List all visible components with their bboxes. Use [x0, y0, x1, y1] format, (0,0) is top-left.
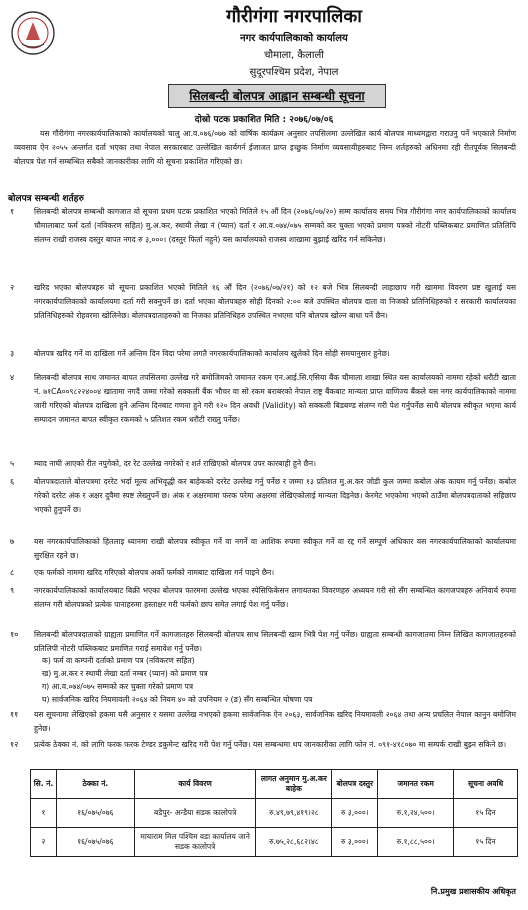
item-number: ५: [10, 459, 15, 468]
item-number: ६: [10, 477, 15, 486]
signature-line: नि.प्रमुख प्रशासकीय अधिकृत: [430, 887, 516, 896]
publish-date: दोस्रो पटक प्रकाशित मिति : २०७६/०७/०६: [194, 115, 334, 125]
table-cell: बडैपुर- अन्डैया सडक कालोपत्रे: [134, 799, 256, 828]
column-header: सूचना अवधि: [454, 770, 518, 799]
table-cell: १५ दिन: [454, 799, 518, 828]
document-requirement: ख) मु.अ.कर र स्थायी लेखा दर्ता नम्बर (प्यान) को प्रमाण पत्र: [42, 669, 208, 678]
document-requirement: घ) सार्वजनिक खरिद नियमावली २०६४ को नियम ४० को उपनियम २ (ङ) सँग सम्बन्धित घोषणा पत्र: [42, 695, 313, 704]
document-requirement: क) फर्म वा कम्पनी दर्ताको प्रमाण पत्र (नविकरण सहित): [42, 656, 195, 665]
item-number: ७: [10, 537, 15, 546]
table-cell: रु.४९,७९,४१९।२८: [256, 799, 332, 828]
item-number: ४: [10, 373, 15, 382]
column-header: ठेक्का नं.: [56, 770, 134, 799]
table-cell: रु.७५,२८,६८२।४८: [256, 828, 332, 857]
table-cell: २: [31, 828, 57, 857]
item-number: ९: [10, 586, 15, 595]
nepal-emblem-icon: [10, 10, 56, 56]
item-number: १: [10, 207, 15, 216]
condition-item: सिलबन्दी बोलपत्र साथ जमानत बापत तपसिलमा उल्लेख गरे बमोजिमको जमानत रकम एन.आई.सि.एसिया बैंक चौमाला शाखा स्थित यस कार्यालयको नाममा रहेको धरौटी खाता नं. ७१CA००९८२२४००४ खातामा नगदै जम्मा गरेको सक्कली बैंक भौचर वा सो रकम बराबरको नेपाल राष्ट्र बैंकबाट मान्यता प्राप्त वाणिज्य बैंकले यस नगर कार्यपालिकाको नाममा जारी गरिएको बोलपत्र दाखिला हुने अन्तिम दिनबाट गणना हुने गरी १२० दिन अवधी (Validity) को सक्कली बिडबण्ड संलग्न गरी पेश गर्नुपर्नेछ साथै बोलपत्र स्वीकृत भएमा कार्य सम्पादन जमानत बापत स्वीकृत रकमको ५ प्रतिशत रकम धरौटी राख्नु पर्नेछ।: [34, 373, 516, 424]
condition-item: एक फर्मको नाममा खरिद गरिएको बोलपत्र अर्को फर्मको नामबाट दाखिला गर्न पाइने छैन।: [34, 568, 275, 577]
condition-item: म्याद नाघी आएको रीत नपुगेको, दर रेट उल्लेख नगरेको र शर्त राखिएको बोलपत्र उपर कारबाही हुने छैन।: [34, 459, 316, 468]
notice-title: सिलबन्दी बोलपत्र आह्वान सम्बन्धी सूचना: [168, 84, 386, 108]
table-cell: रु ३,०००।: [332, 799, 378, 828]
item-number: २: [10, 283, 15, 292]
column-header: कार्य विवरण: [134, 770, 256, 799]
condition-item: नगरकार्यपालिकाको कार्यालयबाट बिक्री भएका बोलपत्र फारममा उल्लेख भएका स्पेसिफिकेसन लगायतका विवरणहरु अध्ययन गरी सो सँग सम्बन्धित कागजपत्रहरु अनिवार्य रुपमा संलग्न गरी बोलपत्रको प्रत्येक पानाहरुमा हस्ताक्षर गरी फर्मको छाप समेत लगाई पेश गर्नु पर्नेछ।: [34, 586, 516, 609]
item-number: १०: [10, 630, 19, 639]
item-number: ८: [10, 568, 15, 577]
table-cell: १६/०७५/०७६: [56, 828, 134, 857]
table-cell: १: [31, 799, 57, 828]
item-number: ३: [10, 349, 15, 358]
condition-item: बोलपत्र खरिद गर्ने वा दाखिला गर्ने अन्तिम दिन विदा परेमा लगतै नगरकार्यपालिकाको कार्यालय खुलेको दिन सोही समयानुसार हुनेछ।: [34, 349, 390, 358]
office-name: नगर कार्यपालिकाको कार्यालय: [240, 33, 348, 44]
table-cell: रु ३,०००।: [332, 828, 378, 857]
condition-item: बोलपत्रदाताले बोलपत्रमा दररेट भर्दा मूल्य अभिवृद्धी कर बाहेकको दररेट उल्लेख गर्नु पर्नेछ र जम्मा १३ प्रतिशत मु.अ.कर जोडी कुल जम्मा कबोल अंक कायम गर्नु पर्नेछ। कबोल गरेको दररेट अंक र अक्षर दुवैमा स्पष्ट लेख्नुपर्ने छ। अंक र अक्षरमामा फरक परेमा अक्षरमा लेखिएकोलाई मान्यता दिइनेछ। केरमेट भएकोमा भएको ठाउँमा बोलपत्रदाताको सहिछाप भएको हुनुपर्ने छ।: [34, 477, 516, 514]
municipality-title: गौरीगंगा नगरपालिका: [226, 6, 362, 27]
table-row: [31, 828, 518, 857]
table-row: [31, 799, 518, 828]
province-name: सुदूरपश्चिम प्रदेश, नेपाल: [249, 67, 339, 78]
intro-paragraph: यस गौरीगंगा नगरकार्यपालिकाको कार्यालयको चालु आ.व.०७६/०७७ को वार्षिक कार्यक्रम अनुसार तपसिलमा उल्लेखित कार्य बोलपत्र माध्यमद्वारा गराउनु पर्ने भएकाले निर्माण व्यवसाय ऐन २०५५ अन्तर्गत दर्ता भएका तथा नेपाल सरकारबाट उल्लेखित कार्यगर्न ईजाजत प्राप्त इच्छुक निर्माण व्यवसायीहरुबाट निम्न शर्तहरुको अधिनमा रही रीतपूर्वक सिलबन्दी बोलपत्र पेश गर्न सम्बन्धित सबैको जानकारीका लागि यो सूचना प्रकाशित गरिएको छ।: [14, 129, 516, 166]
condition-item: प्रत्येक ठेक्का नं. को लागि फरक फरक टेण्डर डकुमेन्ट खरिद गरी पेश गर्नु पर्नेछ। यस सम्बन्धमा थप जानकारीका लागि फोन नं. ०९१-४१८०७० मा सम्पर्क राखी बुझ्न सकिने छ।: [34, 740, 507, 749]
contract-table: [30, 769, 518, 857]
table-cell: रु.१,२४,५००।: [378, 799, 454, 828]
column-header: जमानत रकम: [378, 770, 454, 799]
condition-item: सिलबन्दी बोलपत्र सम्बन्धी कागजात यो सूचना प्रथम पटक प्रकाशित भएको मितिले १५ औं दिन (२०७६/०७/२०) सम्म कार्यालय समय भित्र गौरीगंगा नगर कार्यपालिकाको कार्यालय चौमालाबाट फर्म दर्ता (नविकरण सहित) मु.अ.कर, स्थायी लेखा नं (प्यान) दर्ता र आ.व.०७४/०७५ सम्मको कर चुक्ता भएको प्रमाण पत्रको नोटरी पब्लिकबाट प्रमाणित प्रतिलिपि संलग्न राखी राजस्व दस्तुर बापत नगद रु ३,०००। (दस्तुर फिर्ता नहुने) यस कार्यालयको राजस्व शाखामा बुझाई खरिद गर्न सकिनेछ।: [34, 207, 516, 244]
table-cell: १६/०७५/०७६: [56, 799, 134, 828]
column-header: सि. नं.: [31, 770, 57, 799]
section-heading: बोलपत्र सम्बन्धी शर्तहरु: [8, 194, 84, 204]
condition-item: सिलबन्दी बोलपत्रदाताको ग्राह्यता प्रमाणित गर्ने कागजातहरु सिलबन्दी बोलपत्र साथ सिलबन्दी खाम भित्रै पेश गर्नु पर्नेछ। ग्राह्यता सम्बन्धी कागजातमा निम्न लिखित कागजातहरुको प्रतिलिपी नोटरी पब्लिकबाट प्रमाणित गराई समावेश गर्नु पर्नेछ।: [34, 630, 516, 653]
document-requirement: ग) आ.व.०७४/०७५ सम्मको कर चुक्ता गरेको प्रमाण पत्र: [42, 682, 194, 691]
column-header: लागत अनुमान मु.अ.कर बाहेक: [256, 770, 332, 799]
table-cell: १५ दिन: [454, 828, 518, 857]
office-address: चौमाला, कैलाली: [264, 50, 324, 61]
table-header-row: [31, 770, 518, 799]
table-cell: रु.१,८८,५००।: [378, 828, 454, 857]
condition-item: यस नगरकार्यपालिकाको हितलाइ ध्यानमा राखी बोलपत्र स्वीकृत गर्ने वा नगर्ने वा आशिक रुपमा स्वीकृत गर्ने वा रद्द गर्ने सम्पूर्ण अधिकार यस नगरकार्यपालिकाको कार्यालयमा सुरक्षित रहने छ।: [34, 537, 516, 560]
condition-item: यस सूचनामा लेखिएको हकमा यसै अनुसार र यसमा उल्लेख नभएको हकमा सार्वजनिक ऐन २०६३, सार्वजनिक खरिद नियमावली २०६४ तथा अन्य प्रचलित नेपाल कानुन बमोजिम हुनेछ।: [34, 710, 516, 733]
item-number: १२: [10, 740, 19, 749]
column-header: बोलपत्र दस्तुर: [332, 770, 378, 799]
item-number: ११: [10, 710, 19, 719]
condition-item: खरिद भएका बोलपत्रहरु यो सूचना प्रकाशित भएको मितिले १६ औं दिन (२०७६/०७/२१) को १२ बजे भित्र सिलबन्दी लाहाछाप गरी खाममा विवरण प्रष्ट खुलाई यस नगरकार्यपालिकाको कार्यालयमा दर्ता गरी सक्नुपर्ने छ। दर्ता भएका बोलपत्रहरु सोही दिनको २:०० बजे उपस्थित बोलपत्र दाता वा निजको प्रतिनिधिहरुको र सरकारी कार्यालयका प्रतिनिधिहरुको रोहवरमा खोलिनेछ। बोलपत्रदाताहरुको वा निजका प्रतिनिधिहरु उपस्थित नभएमा पनि बोलपत्र खोल्न बाधा पर्ने छैन।: [34, 283, 516, 320]
table-cell: मायाराम मिल पश्चिम वडा कार्यालय जाने सडक कालोपत्रे: [134, 828, 256, 857]
